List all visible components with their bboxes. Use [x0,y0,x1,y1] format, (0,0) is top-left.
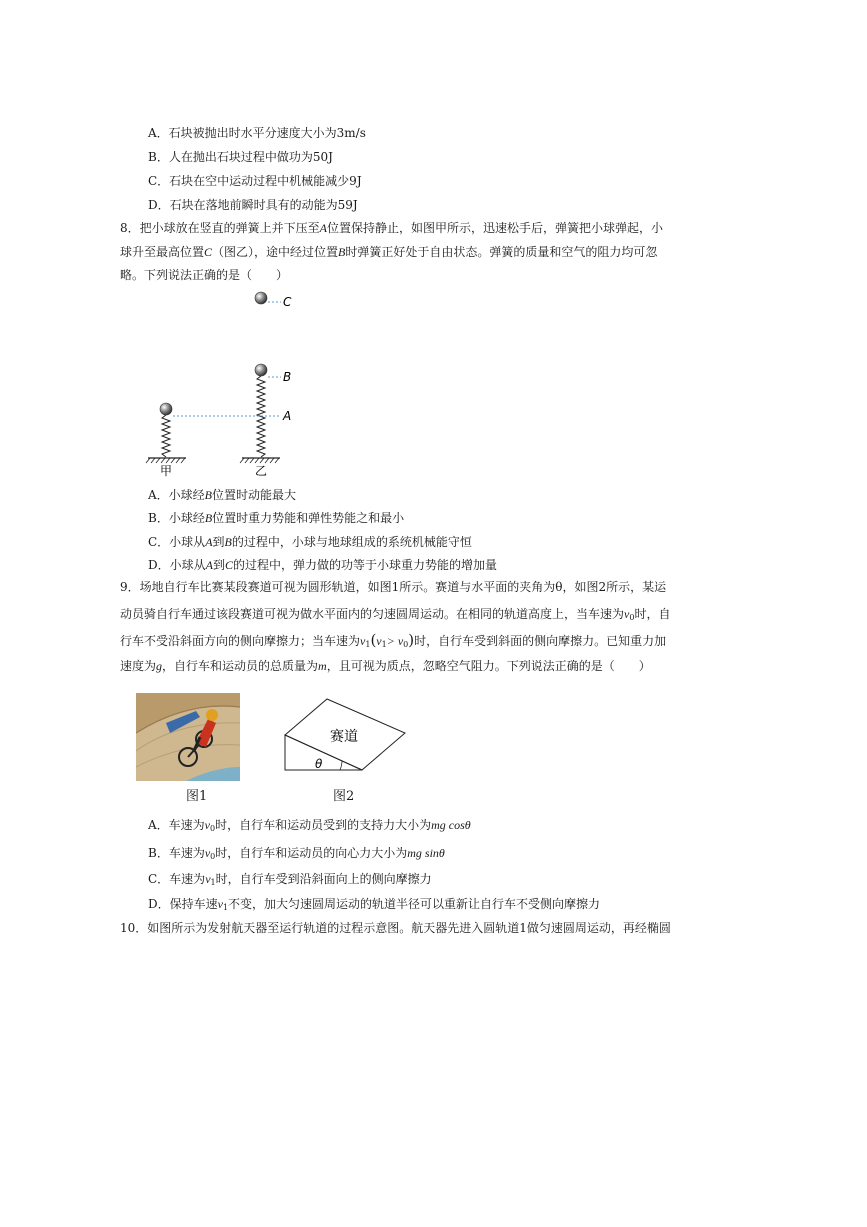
q9-stem-line2: 动员骑自行车通过该段赛道可视为做水平面内的匀速圆周运动。在相同的轨道高度上，当车速为$v_0$时，自 [120,607,671,622]
label-jia: 甲 [160,464,173,478]
q8-spring-figure [140,285,310,480]
label-yi: 乙 [255,464,268,478]
ball-a [160,403,172,415]
ball-b [255,364,267,376]
q9-option-d: D．保持车速$v_1$不变，加大匀速圆周运动的轨道半径可以重新让自行车不受侧向摩擦力 [148,897,601,912]
theta-label: θ [315,757,323,771]
q7-option-b: B．人在抛出石块过程中做功为50J [148,150,333,164]
q8-stem-line1: 8．把小球放在竖直的弹簧上并下压至A位置保持静止，如图甲所示，迅速松手后，弹簧把小球弹起，小 [120,221,663,235]
q8-stem-line3: 略。下列说法正确的是（ ） [120,268,289,282]
q9-stem-line4: 速度为g，自行车和运动员的总质量为m，且可视为质点，忽略空气阻力。下列说法正确的是（ ） [120,659,651,673]
q9-stem-line3: 行车不受沿斜面方向的侧向摩擦力；当车速为$v_1(v_1> v_0)$时，自行车受到斜面的侧向摩擦力。已知重力加 [120,631,667,649]
q7-option-d: D．石块在落地前瞬时具有的动能为59J [148,198,358,212]
q9-figure2-label: 图2 [333,789,355,804]
q10-stem-line1: 10．如图所示为发射航天器至运行轨道的过程示意图。航天器先进入圆轨道1做匀速圆周运动，再经椭圆 [120,921,671,935]
spring-jia [162,415,170,457]
q9-figure2-track-diagram [280,695,410,775]
label-a: A [283,409,292,423]
label-b: B [283,370,292,384]
q9-option-a: A．车速为$v_0$时，自行车和运动员受到的支持力大小为mg cosθ [148,818,471,833]
track-label: 赛道 [330,729,358,745]
q9-figure1-cycling-photo [136,693,240,781]
q7-option-c: C．石块在空中运动过程中机械能减少9J [148,174,362,188]
q9-option-b: B．车速为$v_0$时，自行车和运动员的向心力大小为mg sinθ [148,846,445,861]
q7-option-a: A．石块被抛出时水平分速度大小为3m/s [148,126,366,140]
label-c: C [283,295,292,309]
q8-option-a: A．小球经B位置时动能最大 [148,488,297,502]
ball-c [255,292,267,304]
q8-stem-line2: 球升至最高位置C（图乙），途中经过位置B时弹簧正好处于自由状态。弹簧的质量和空气的阻力均可忽 [120,245,658,259]
q9-stem-line1: 9．场地自行车比赛某段赛道可视为圆形轨道，如图1所示。赛道与水平面的夹角为θ，如图2所示，某运 [120,580,667,594]
q9-figure1-label: 图1 [186,789,208,804]
q9-option-c: C．车速为$v_1$时，自行车受到沿斜面向上的侧向摩擦力 [148,872,432,887]
q8-option-c: C．小球从A到B的过程中，小球与地球组成的系统机械能守恒 [148,535,472,549]
q8-option-b: B．小球经B位置时重力势能和弹性势能之和最小 [148,511,405,525]
q8-option-d: D．小球从A到C的过程中，弹力做的功等于小球重力势能的增加量 [148,558,498,572]
